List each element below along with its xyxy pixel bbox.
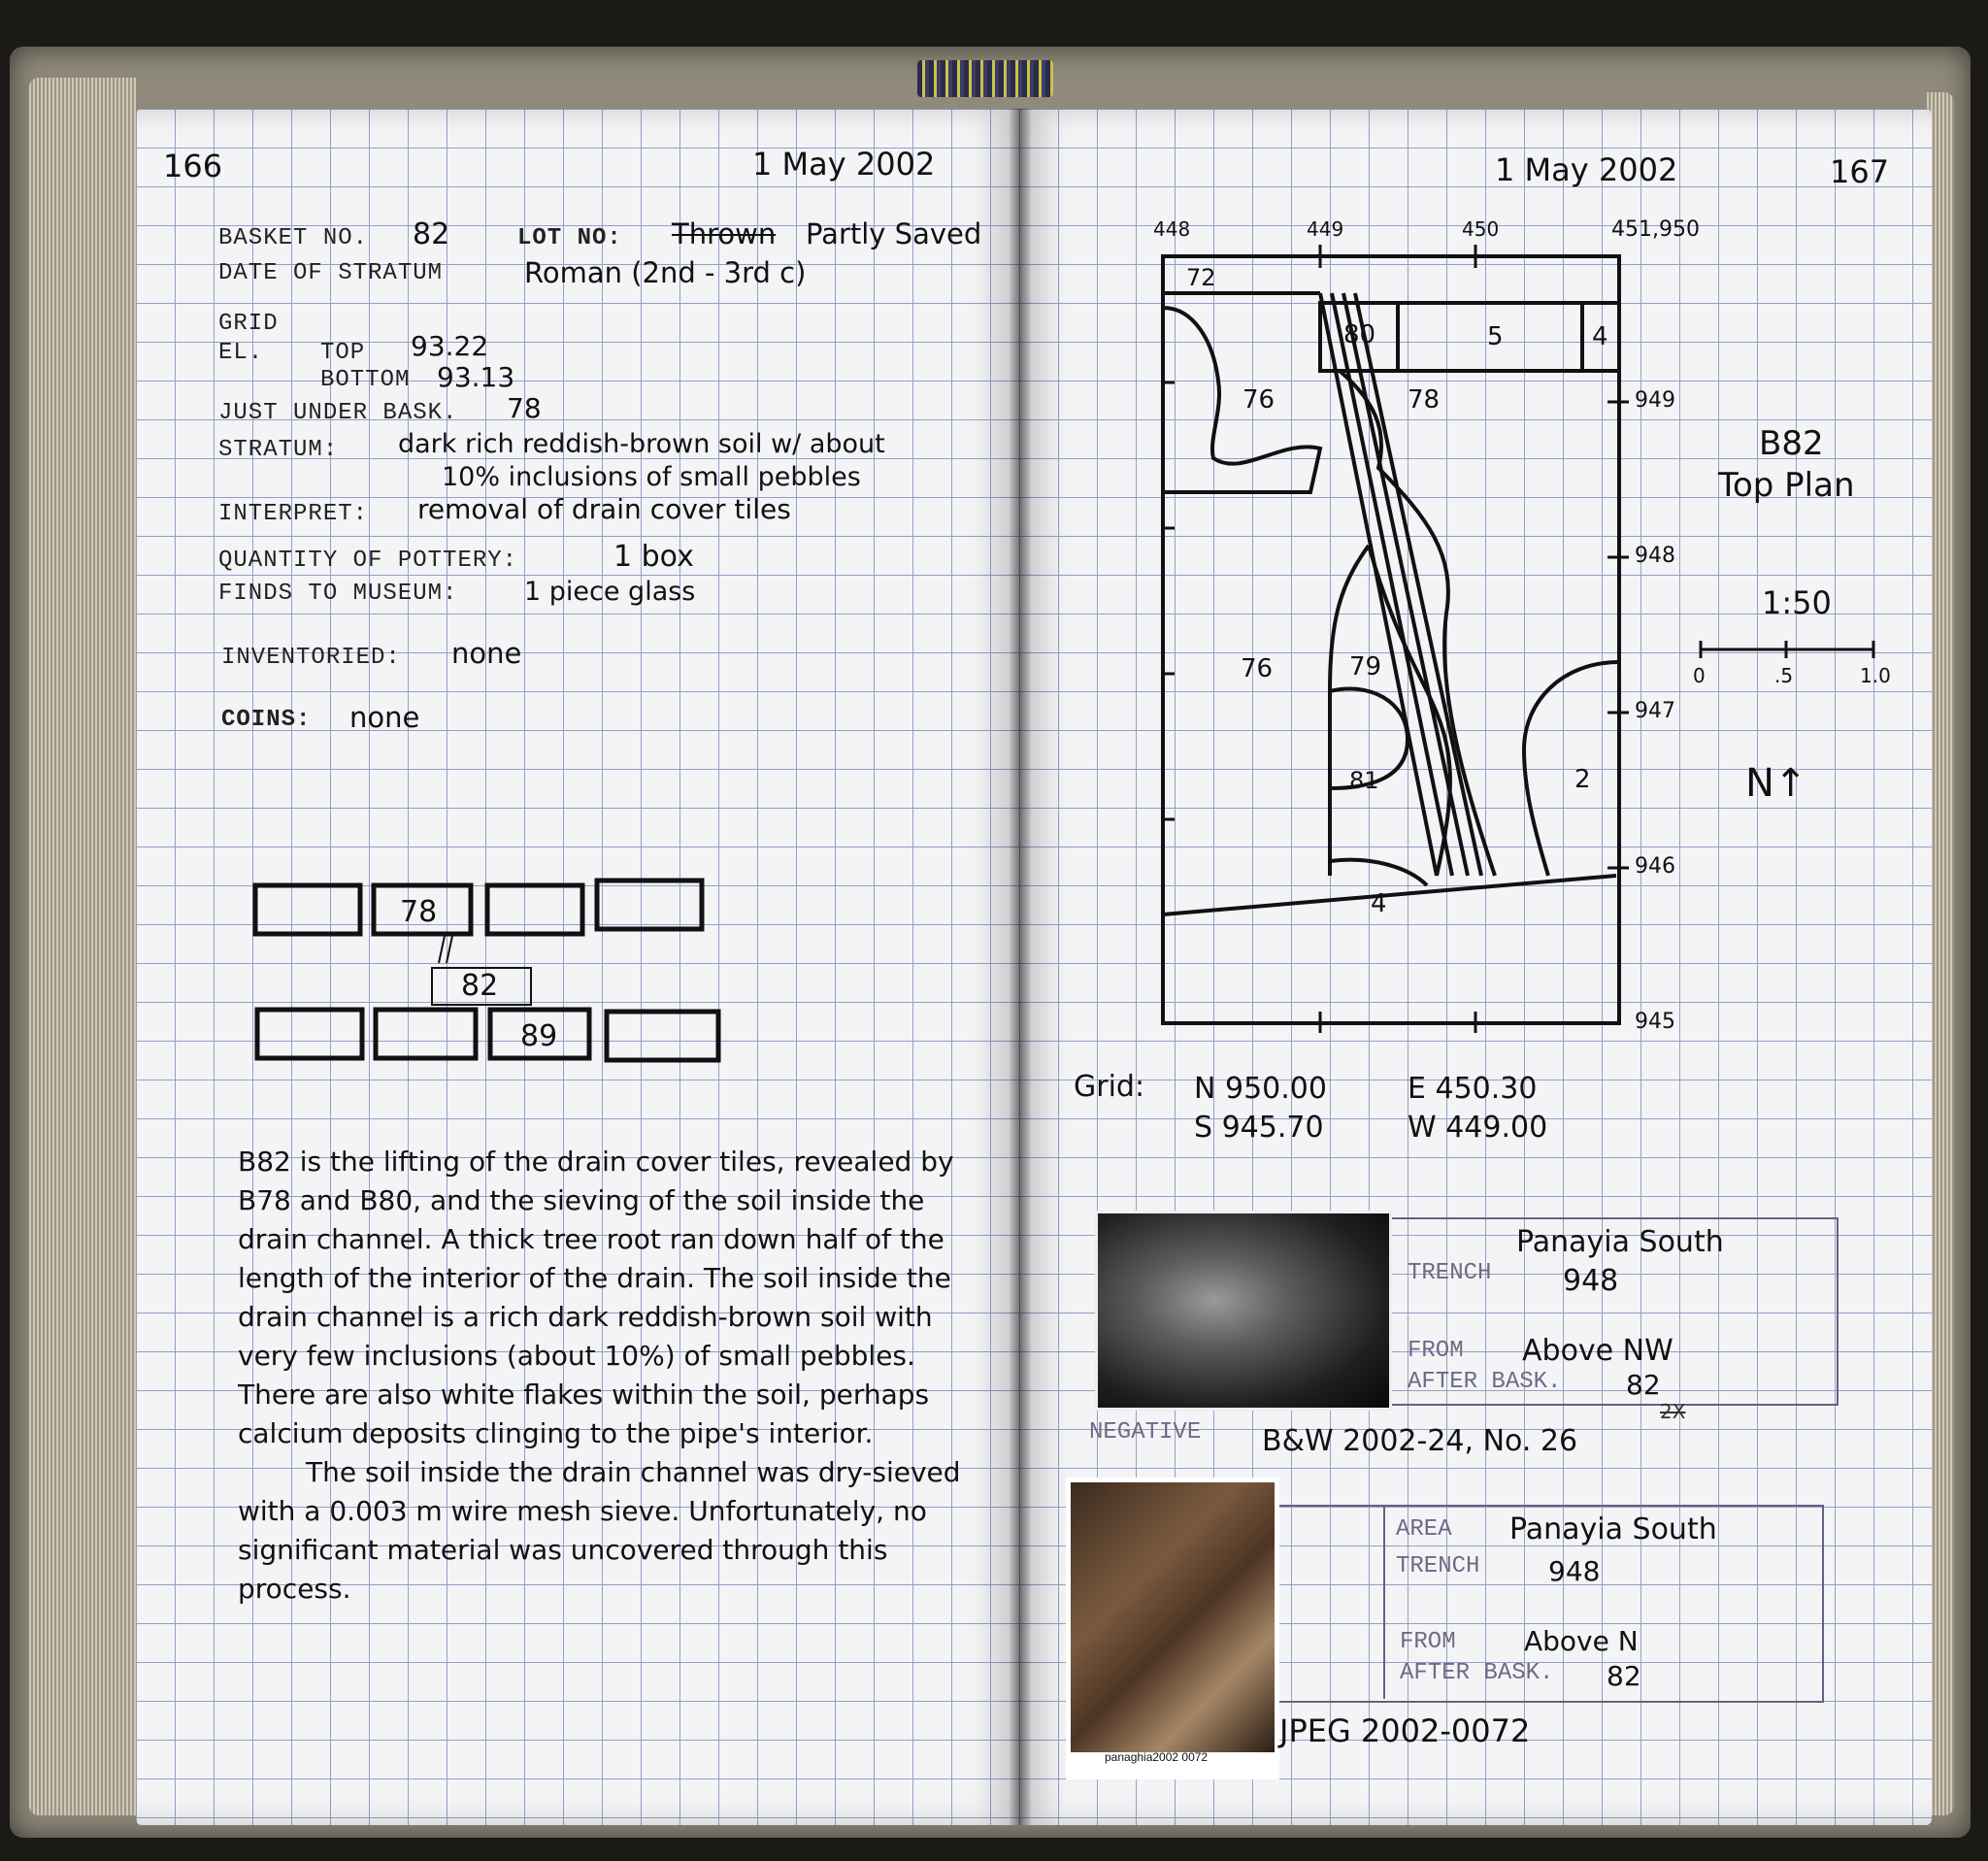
photo2-after-label: AFTER BASK. <box>1400 1660 1554 1686</box>
photo1-negative-struck: 2X <box>1660 1400 1686 1423</box>
date-right: 1 May 2002 <box>1495 151 1678 188</box>
ribbon-bookmark <box>917 60 1053 97</box>
lot-value: Partly Saved <box>806 217 982 250</box>
just-under-value: 78 <box>507 392 542 424</box>
plan-y-label-945: 945 <box>1635 1010 1675 1034</box>
plan-locus <box>1524 662 1619 876</box>
photo2-jpeg: JPEG 2002-0072 <box>1279 1712 1531 1749</box>
photo2-stamp-divider <box>1383 1505 1385 1699</box>
photo1-from: Above NW <box>1522 1334 1673 1368</box>
grid-east: E 450.30 <box>1408 1072 1538 1106</box>
tile <box>257 1010 362 1058</box>
photo2-area: Panayia South <box>1509 1512 1717 1546</box>
tile <box>597 881 702 929</box>
locus-78: 78 <box>1408 385 1441 415</box>
plan-x-label-450: 450 <box>1462 217 1500 241</box>
basket-label: BASKET NO. <box>218 225 369 251</box>
locus-4-top: 4 <box>1592 322 1608 351</box>
tile <box>607 1012 718 1060</box>
plan-locus <box>1163 876 1616 914</box>
sketch-label-82: 82 <box>461 969 499 1003</box>
photo2-trench: 948 <box>1548 1555 1601 1587</box>
inventoried-value: none <box>451 637 522 670</box>
photo1-after-label: AFTER BASK. <box>1408 1369 1562 1395</box>
plan-y-label-946: 946 <box>1635 854 1675 879</box>
coins-value: none <box>349 701 420 734</box>
inventoried-label: INVENTORIED: <box>221 645 401 671</box>
left-page <box>136 109 1019 1825</box>
date-stratum-label: DATE OF STRATUM <box>218 260 444 286</box>
plan-x-label-451950: 451,950 <box>1611 217 1700 242</box>
drain-tile-sketch <box>136 109 1019 1080</box>
grid-north: N 950.00 <box>1194 1072 1327 1106</box>
photo2-from: Above N <box>1524 1625 1639 1657</box>
page-number-left: 166 <box>163 148 223 184</box>
scale-tick-half: .5 <box>1774 664 1794 687</box>
basket-value: 82 <box>413 217 450 251</box>
plan-locus <box>1163 308 1320 492</box>
plan-x-label-449: 449 <box>1307 217 1344 241</box>
photo2-after: 82 <box>1607 1660 1641 1692</box>
plan-locus <box>1330 860 1427 885</box>
plan-y-label-947: 947 <box>1635 699 1675 723</box>
north-arrow: N↑ <box>1745 761 1807 806</box>
sketch-label-78: 78 <box>400 895 438 929</box>
photo2-from-label: FROM <box>1400 1629 1456 1655</box>
top-value: 93.22 <box>411 330 489 362</box>
plan-y-label-949: 949 <box>1635 388 1675 413</box>
photo1-bw-drain <box>1095 1211 1392 1411</box>
photo2-caption: panaghia2002 0072 <box>1105 1750 1209 1764</box>
locus-2: 2 <box>1574 765 1591 794</box>
el-label: EL. <box>218 340 264 366</box>
page-number-right: 167 <box>1830 153 1890 190</box>
locus-81: 81 <box>1349 767 1379 794</box>
photo1-trench: 948 <box>1563 1264 1619 1298</box>
photo1-negative-label: NEGATIVE <box>1089 1419 1202 1446</box>
photo2-area-label: AREA <box>1396 1516 1452 1543</box>
finds-label: FINDS TO MUSEUM: <box>218 581 458 607</box>
date-stratum-value: Roman (2nd - 3rd c) <box>524 256 807 289</box>
top-label: TOP <box>320 340 366 366</box>
plan-title-top-plan: Top Plan <box>1718 466 1855 505</box>
lot-struck: Thrown <box>672 217 777 250</box>
locus-76-upper: 76 <box>1242 385 1276 415</box>
scale-tick-1: 1.0 <box>1860 664 1891 687</box>
grid-label: Grid: <box>1074 1070 1145 1104</box>
book-gutter <box>1010 109 1031 1825</box>
just-under-label: JUST UNDER BASK. <box>218 400 458 426</box>
interpret-value: removal of drain cover tiles <box>417 493 791 525</box>
plan-locus <box>1330 546 1369 876</box>
stratum-line1: dark rich reddish-brown soil w/ about <box>398 429 885 459</box>
photo1-trench-label: TRENCH <box>1408 1260 1492 1286</box>
photo2-color-drain <box>1066 1478 1279 1779</box>
stratum-line2: 10% inclusions of small pebbles <box>442 462 861 492</box>
page-edges-left <box>29 78 136 1815</box>
photo1-from-label: FROM <box>1408 1338 1464 1364</box>
lot-marker <box>439 936 452 963</box>
plan-title-b82: B82 <box>1759 424 1824 463</box>
locus-72: 72 <box>1186 264 1216 291</box>
narrative-paragraph-1: B82 is the lifting of the drain cover tiles, revealed by B78 and B80, and the sieving of the soil inside the drain channel. A thick tree root ran down half of the length of the interior of the drain. The soil inside the drain channel is a rich dark reddish-brown soil with very few inclusions (about 10%) of small pebbles. There are also white flakes within the soil, perhaps calcium deposits clinging to the pipe's interior. <box>238 1146 954 1449</box>
grid-south: S 945.70 <box>1194 1111 1324 1145</box>
grid-west: W 449.00 <box>1408 1111 1548 1145</box>
narrative-paragraph-2: The soil inside the drain channel was dry-sieved with a 0.003 m wire mesh sieve. Unfortunately, no significant material was uncovered through this process. <box>238 1456 961 1605</box>
right-page <box>1019 109 1932 1825</box>
sketch-label-89: 89 <box>520 1019 558 1053</box>
grid-label: GRID <box>218 311 279 337</box>
locus-5: 5 <box>1487 322 1504 351</box>
bottom-label: BOTTOM <box>320 367 411 393</box>
locus-76-lower: 76 <box>1241 654 1274 683</box>
photo1-after: 82 <box>1626 1369 1661 1401</box>
bottom-value: 93.13 <box>437 361 515 393</box>
coins-label: COINS: <box>221 707 312 733</box>
narrative-text <box>238 1143 976 1609</box>
locus-4-bottom: 4 <box>1371 889 1387 918</box>
photo2-trench-label: TRENCH <box>1396 1553 1480 1579</box>
scale-tick-0: 0 <box>1693 664 1706 687</box>
tile <box>487 885 582 934</box>
locus-80: 80 <box>1343 320 1376 349</box>
tile <box>255 885 360 934</box>
pottery-value: 1 box <box>613 540 694 574</box>
plan-x-label-448: 448 <box>1153 217 1191 241</box>
finds-value: 1 piece glass <box>524 577 696 607</box>
photo1-negative: B&W 2002-24, No. 26 <box>1262 1424 1578 1458</box>
tile <box>376 1010 476 1058</box>
locus-79: 79 <box>1349 652 1382 681</box>
pottery-label: QUANTITY OF POTTERY: <box>218 548 518 574</box>
photo1-area: Panayia South <box>1516 1225 1724 1259</box>
stratum-label: STRATUM: <box>218 437 339 463</box>
plan-scale: 1:50 <box>1762 584 1832 621</box>
date-left: 1 May 2002 <box>752 146 936 183</box>
plan-y-label-948: 948 <box>1635 544 1675 568</box>
interpret-label: INTERPRET: <box>218 501 369 527</box>
lot-label: LOT NO: <box>517 225 622 251</box>
